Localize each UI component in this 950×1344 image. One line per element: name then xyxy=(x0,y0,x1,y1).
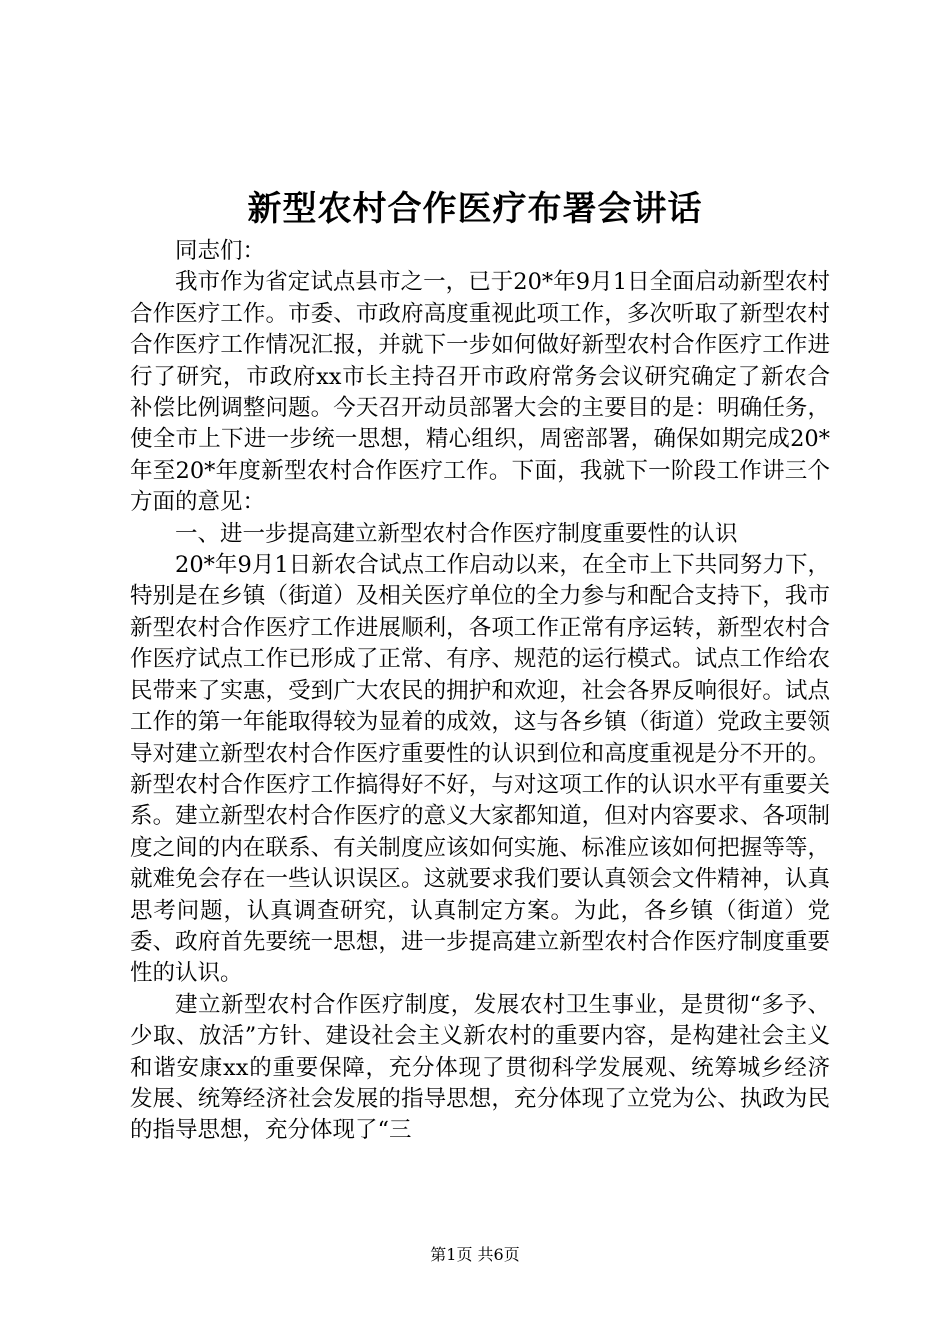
body-paragraph: 建立新型农村合作医疗制度，发展农村卫生事业，是贯彻“多予、少取、放活”方针、建设社会主义新农村的重要内容，是构建社会主义和谐安康xx的重要保障，充分体现了贯彻科学发展观、统筹城乡经济发展、统筹经济社会发展的指导思想，充分体现了立党为公、执政为民的指导思想，充分体现了“三 xyxy=(130,991,830,1144)
body-paragraph: 20*年9月1日新农合试点工作启动以来，在全市上下共同努力下，特别是在乡镇（街道）及相关医疗单位的全力参与和配合支持下，我市新型农村合作医疗工作进展顺利，各项工作正常有序运转，新型农村合作医疗试点工作已形成了正常、有序、规范的运行模式。试点工作给农民带来了实惠，受到广大农民的拥护和欢迎，社会各界反响很好。试点工作的第一年能取得较为显着的成效，这与各乡镇（街道）党政主要领导对建立新型农村合作医疗重要性的认识到位和高度重视是分不开的。新型农村合作医疗工作搞得好不好，与对这项工作的认识水平有重要关系。建立新型农村合作医疗的意义大家都知道，但对内容要求、各项制度之间的内在联系、有关制度应该如何实施、标准应该如何把握等等，就难免会存在一些认识误区。这就要求我们要认真领会文件精神，认真思考问题，认真调查研究，认真制定方案。为此，各乡镇（街道）党委、政府首先要统一思想，进一步提高建立新型农村合作医疗制度重要性的认识。 xyxy=(130,552,830,987)
page-footer: 第1页 共6页 xyxy=(430,1245,520,1264)
document-body xyxy=(130,236,830,1147)
salutation-paragraph: 同志们： xyxy=(175,238,266,264)
document-title: 新型农村合作医疗布署会讲话 xyxy=(247,189,703,229)
section-heading: 一、进一步提高建立新型农村合作医疗制度重要性的认识 xyxy=(175,520,738,547)
body-paragraph: 我市作为省定试点县市之一，已于20*年9月1日全面启动新型农村合作医疗工作。市委、市政府高度重视此项工作，多次听取了新型农村合作医疗工作情况汇报，并就下一步如何做好新型农村合作医疗工作进行了研究，市政府xx市长主持召开市政府常务会议研究确定了新农合补偿比例调整问题。今天召开动员部署大会的主要目的是：明确任务，使全市上下进一步统一思想，精心组织，周密部署，确保如期完成20*年至20*年度新型农村合作医疗工作。下面，我就下一阶段工作讲三个方面的意见： xyxy=(130,269,830,516)
